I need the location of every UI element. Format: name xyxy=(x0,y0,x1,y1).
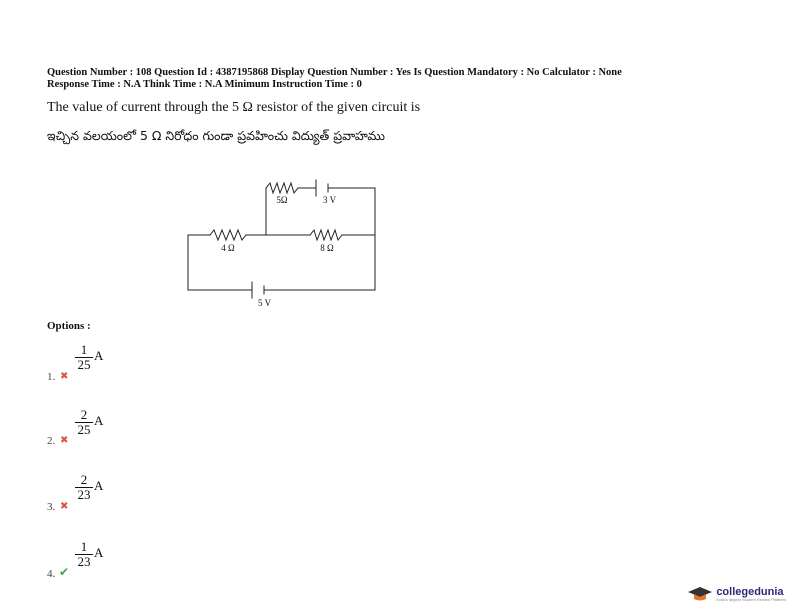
option-2-number: 2. xyxy=(47,435,56,447)
resistor-8-ohm xyxy=(310,230,345,240)
option-4-numerator: 1 xyxy=(80,539,88,554)
option-3-denominator: 23 xyxy=(77,487,91,502)
wrong-mark-icon: ✖ xyxy=(60,371,69,382)
question-meta-line-2: Response Time : N.A Think Time : N.A Minimum Instruction Time : 0 xyxy=(47,79,362,90)
question-text-telugu: ఇచ్చిన వలయంలో 5 Ω నిరోధం గుండా ప్రవహించు విద్యుత్ ప్రవాహము xyxy=(47,128,385,143)
resistor-4-ohm xyxy=(210,230,246,240)
option-4-fraction[interactable] xyxy=(75,540,103,569)
question-text-english: The value of current through the 5 Ω resistor of the given circuit is xyxy=(47,100,421,115)
collegedunia-logo[interactable] xyxy=(687,586,786,602)
graduation-cap-icon xyxy=(687,586,713,602)
label-8-ohm: 8 Ω xyxy=(320,243,334,253)
question-meta-line-1: Question Number : 108 Question Id : 4387195868 Display Question Number : Yes Is Question Mandatory : No Calculator : None xyxy=(47,67,622,78)
option-2-fraction[interactable] xyxy=(75,408,103,437)
option-3-number: 3. xyxy=(47,501,56,513)
option-3-unit: A xyxy=(94,477,104,493)
label-5v: 5 V xyxy=(258,298,272,308)
option-3-numerator: 2 xyxy=(80,472,88,487)
option-1-number: 1. xyxy=(47,371,56,383)
correct-check-icon: ✔ xyxy=(59,565,70,579)
label-3v: 3 V xyxy=(323,195,337,205)
wrong-mark-icon: ✖ xyxy=(60,435,69,446)
option-4-number: 4. xyxy=(47,568,56,580)
label-5-ohm: 5Ω xyxy=(276,195,288,205)
options-heading: Options : xyxy=(47,320,91,332)
resistor-5-ohm xyxy=(266,183,298,193)
circuit-diagram xyxy=(180,158,390,313)
option-1-numerator: 1 xyxy=(80,342,88,357)
logo-tagline: India's largest Student Review Platform xyxy=(716,596,786,602)
label-4-ohm: 4 Ω xyxy=(221,243,235,253)
option-4-unit: A xyxy=(94,544,104,560)
option-1-denominator: 25 xyxy=(77,357,91,372)
option-1-fraction[interactable] xyxy=(75,343,103,372)
option-2-numerator: 2 xyxy=(80,407,88,422)
option-3-fraction[interactable] xyxy=(75,473,103,502)
option-2-unit: A xyxy=(94,412,104,428)
wrong-mark-icon: ✖ xyxy=(60,501,69,512)
option-2-denominator: 25 xyxy=(77,422,91,437)
logo-name: collegedunia xyxy=(716,585,784,598)
option-4-denominator: 23 xyxy=(77,554,91,569)
option-1-unit: A xyxy=(94,347,104,363)
